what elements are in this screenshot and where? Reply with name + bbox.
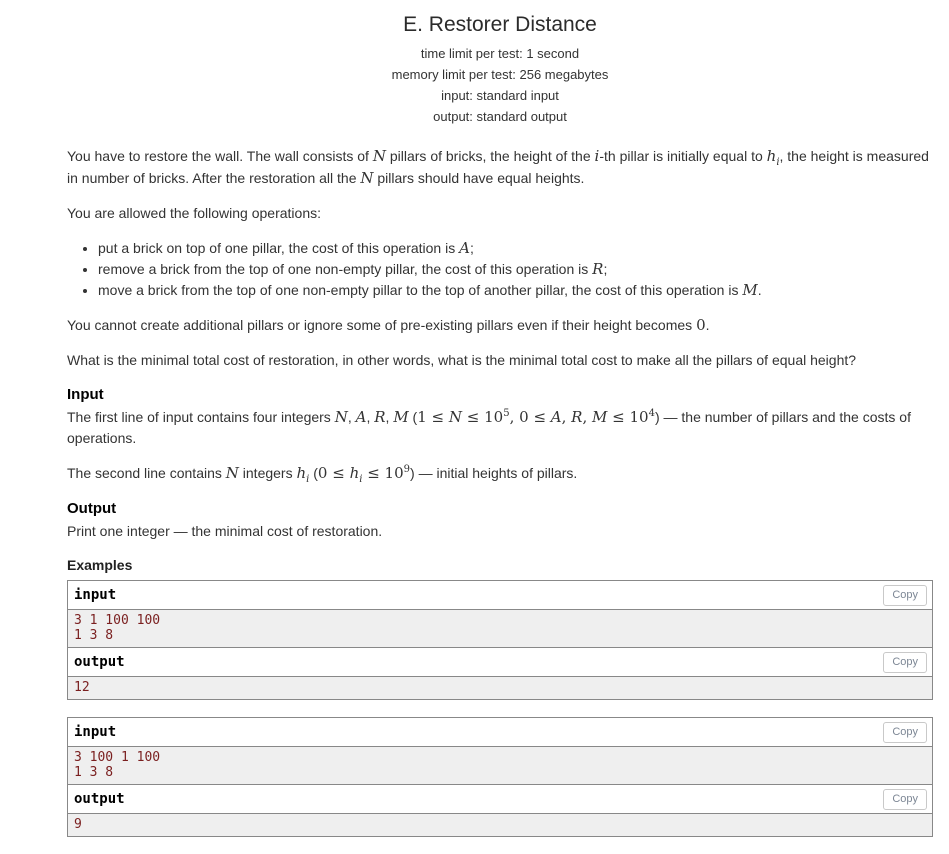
output-heading: Output (67, 500, 117, 517)
math-symbol: M (592, 408, 608, 426)
input-spec: input: standard input (441, 88, 559, 103)
sample-test-2 (67, 717, 933, 837)
sample-2-input-data (68, 747, 932, 785)
math-symbol: $h_i$ (296, 464, 310, 485)
math-symbol: M (742, 281, 758, 299)
input-paragraph-first-line: The first line of input contains four integers N, A, R, M ($1 \le N \le 10^5$, 0 ≤ A, R, $M \le 10^4$) — the number of pillars and the costs of operations. (67, 408, 911, 446)
statement-paragraph-wall: You have to restore the wall. The wall consists of N pillars of bricks, the height of the i-th pillar is initially equal to $h_i$, the height is measured in number of bricks. After the restoration all the N pillars should have equal heights. (67, 147, 929, 187)
math-symbol: , (582, 408, 593, 426)
math-symbol: 0 ≤ (317, 464, 350, 482)
math-symbol: N (372, 147, 386, 165)
copy-output-button[interactable]: Copy (883, 789, 927, 810)
sample-line: 3 1 100 100 (74, 613, 161, 628)
math-symbol: 1 ≤ (417, 408, 449, 426)
copy-output-button[interactable]: Copy (883, 652, 927, 673)
input-label: input (74, 587, 117, 603)
copy-input-button[interactable]: Copy (883, 722, 927, 743)
math-symbol: R (592, 260, 604, 278)
math-symbol: A (355, 408, 367, 426)
sample-2-input-header (68, 718, 932, 747)
memory-limit: memory limit per test: 256 megabytes (391, 67, 609, 82)
math-symbol: , (561, 408, 572, 426)
math-symbol: R (374, 408, 386, 426)
statement-paragraph-operations-intro: You are allowed the following operations: (67, 205, 321, 221)
math-symbol: A (459, 239, 470, 257)
math-symbol: ≤ $10^9$ (362, 464, 411, 482)
sample-1-output-header (68, 648, 932, 677)
output-spec: output: standard output (433, 109, 567, 124)
math-symbol: R (571, 408, 583, 426)
math-symbol: N (225, 464, 239, 482)
input-heading: Input (67, 386, 104, 403)
examples-heading: Examples (67, 557, 133, 573)
statement-paragraph-question: What is the minimal total cost of restoration, in other words, what is the minimal total cost to make all the pillars of equal height? (67, 352, 857, 368)
operations-list (67, 238, 933, 301)
sample-line: 12 (74, 680, 90, 695)
problem-title: E. Restorer Distance (403, 13, 597, 36)
math-symbol: N (360, 169, 374, 187)
math-symbol: $h_i$ (349, 464, 363, 485)
problem-meta (67, 43, 933, 127)
time-limit: time limit per test: 1 second (420, 46, 580, 61)
math-symbol: 0 (696, 316, 706, 334)
output-paragraph: Print one integer — the minimal cost of restoration. (67, 523, 383, 539)
math-symbol: N (334, 408, 348, 426)
operation-remove-brick: • remove a brick from the top of one non-empty pillar, the cost of this operation is R; (98, 259, 933, 280)
math-symbol: i (594, 147, 600, 165)
problem-statement (67, 0, 933, 837)
sample-2-output-data (68, 814, 932, 836)
sample-1-input-header (68, 581, 932, 610)
math-symbol: A (550, 408, 562, 426)
input-label: input (74, 724, 117, 740)
output-label: output (74, 654, 125, 670)
math-symbol: , 0 ≤ (509, 408, 551, 426)
sample-1-input-data (68, 610, 932, 648)
copy-input-button[interactable]: Copy (883, 585, 927, 606)
sample-line: 1 3 8 (74, 765, 114, 780)
operation-add-brick: • put a brick on top of one pillar, the cost of this operation is A; (98, 238, 933, 259)
statement-paragraph-constraints: You cannot create additional pillars or ignore some of pre-existing pillars even if their height becomes 0. (67, 316, 710, 334)
sample-1-output-data (68, 677, 932, 699)
sample-line: 1 3 8 (74, 628, 114, 643)
sample-2-output-header (68, 785, 932, 814)
sample-line: 3 100 1 100 (74, 750, 161, 765)
output-label: output (74, 791, 125, 807)
input-paragraph-second-line: The second line contains N integers $h_i$ $(0 \le h_i \le 10^9)$ — initial heights of pillars. (67, 464, 578, 485)
math-symbol: $h_i$ (766, 147, 780, 168)
math-symbol: N (448, 408, 463, 426)
math-symbol: ≤ $10^5$ (462, 408, 510, 426)
sample-line: 9 (74, 817, 82, 832)
sample-test-1 (67, 580, 933, 700)
math-symbol: ≤ $10^4$ (607, 408, 655, 426)
operation-move-brick: • move a brick from the top of one non-empty pillar to the top of another pillar, the cost of this operation is M. (98, 280, 933, 301)
math-symbol: M (393, 408, 409, 426)
